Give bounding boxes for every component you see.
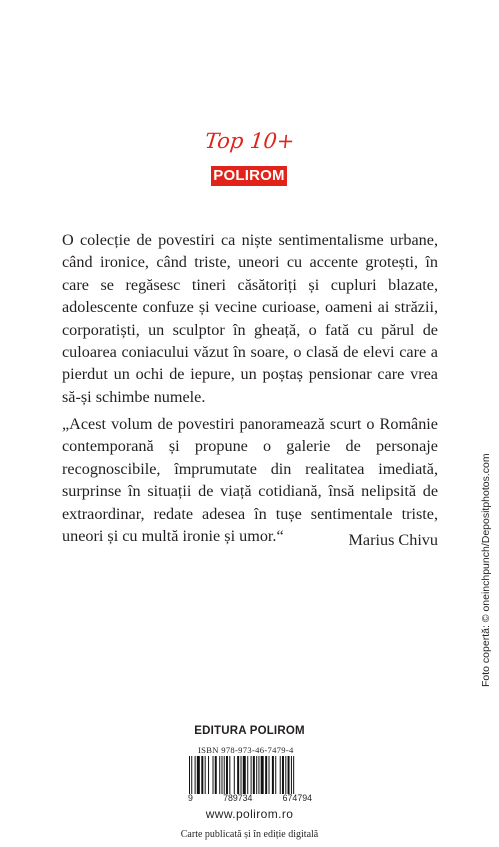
barcode-bar (229, 756, 230, 794)
barcode-bar (253, 756, 255, 794)
barcode-bar (197, 756, 200, 794)
barcode-digit-group: 9 (188, 793, 193, 803)
barcode-bar (293, 756, 294, 794)
barcode-digit-group: 789734 (223, 793, 253, 803)
barcode-bar (237, 756, 239, 794)
barcode-digits (188, 793, 312, 803)
barcode-bar (205, 756, 206, 794)
barcode-bar (215, 756, 217, 794)
barcode-bar (226, 756, 228, 794)
digital-edition-note: Carte publicată și în ediție digitală (180, 829, 319, 840)
barcode-bar (258, 756, 259, 794)
barcode-bar (213, 756, 214, 794)
brand-badge: POLIROM (211, 166, 287, 186)
barcode-bar (251, 756, 252, 794)
quote-author: Marius Chivu (348, 531, 438, 549)
barcode-bar (285, 756, 286, 794)
barcode-bar (195, 756, 196, 794)
barcode-bar (261, 756, 264, 794)
barcode-bar (282, 756, 284, 794)
publisher-name: EDITURA POLIROM (194, 725, 305, 737)
barcode (188, 756, 312, 794)
barcode-bar (269, 756, 270, 794)
barcode-bar (208, 756, 209, 794)
series-name: Top 10+ (203, 129, 296, 153)
barcode-bar (224, 756, 225, 794)
barcode-bar (221, 756, 222, 794)
review-quote: „Acest volum de povestiri panoramează scurt o Românie contemporană și propune o galerie de personaje recognoscibile, împrumutate din realitatea imediată, surprinse în situații de viață cotidiană, însă nelipsită de extraordinar, redate adesea în tușe sentimentale triste, uneori și cu multă ironie și umor.“ (62, 415, 438, 546)
barcode-bar (241, 756, 242, 794)
barcode-bar (189, 756, 190, 794)
barcode-bar (201, 756, 203, 794)
book-blurb: O colecție de povestiri ca niște sentimentalisme urbane, când ironice, când triste, uneori cu accente grotești, în care se regăsesc tineri căsătoriți și cupluri blazate, adolescente confuze și vecine curioase, oameni ai străzii, corporatiști, un sculptor în gheață, o fată cu părul de culoarea coniacului văzut în soare, o clasă de elevi care a pierdut un ochi de iepure, un poștaș pensionar care vrea să-și schimbe numele. (62, 231, 438, 406)
barcode-bar (275, 756, 276, 794)
barcode-bar (234, 756, 235, 794)
barcode-bar (291, 756, 292, 794)
publisher-website: www.polirom.ro (205, 807, 294, 821)
barcode-bar (191, 756, 192, 794)
barcode-bar (219, 756, 220, 794)
barcode-bar (247, 756, 248, 794)
barcode-bar (265, 756, 267, 794)
barcode-bar (256, 756, 257, 794)
barcode-bar (288, 756, 290, 794)
barcode-bar (272, 756, 274, 794)
barcode-bar (243, 756, 246, 794)
photo-credit: Foto copertă: © oneinchpunch/Depositphotos.com (480, 453, 492, 687)
barcode-digit-group: 674794 (282, 793, 312, 803)
series-logo (0, 129, 499, 153)
barcode-bar (280, 756, 281, 794)
isbn: ISBN 978-973-46-7479-4 (198, 745, 294, 755)
